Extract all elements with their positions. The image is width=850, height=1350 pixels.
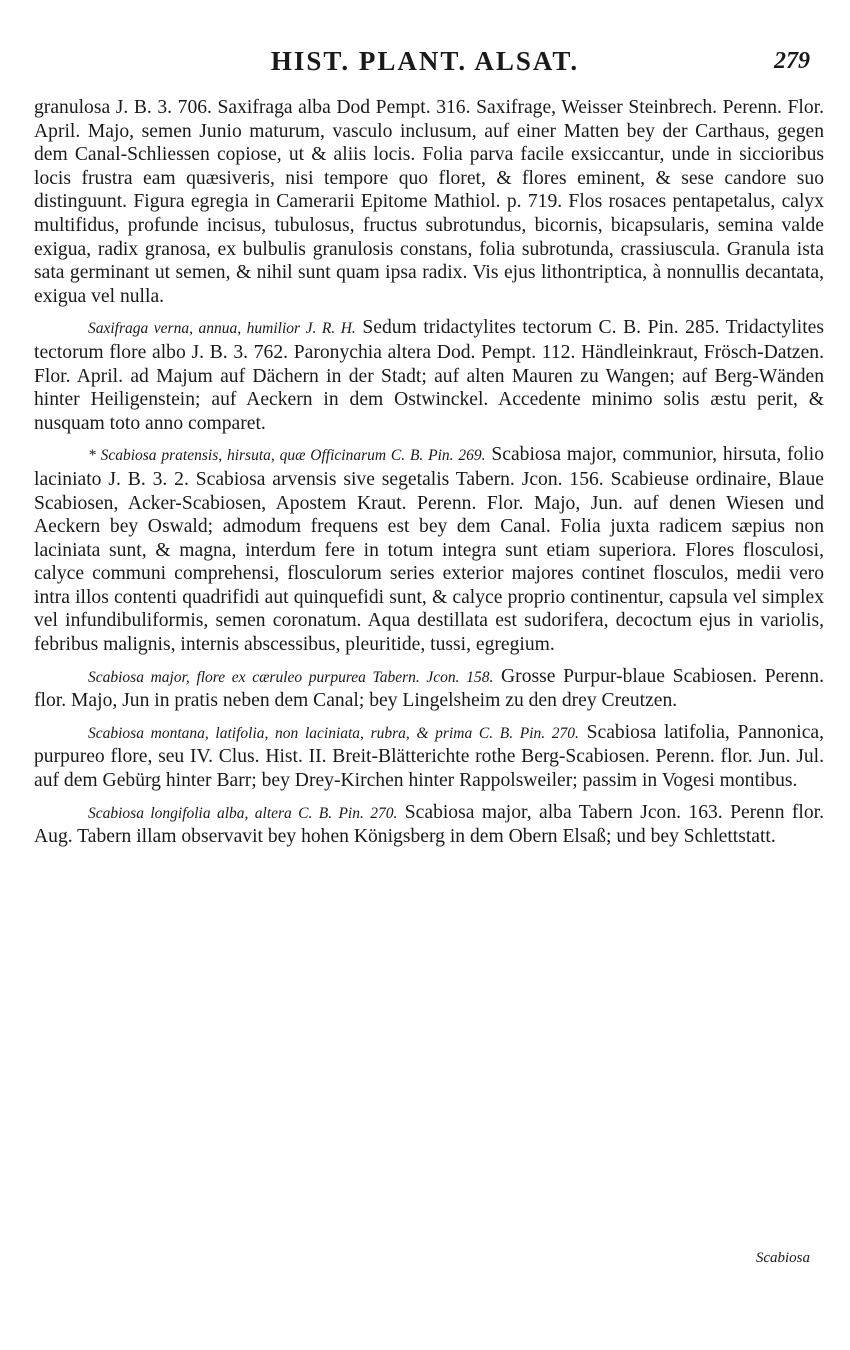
entry-text: granulosa J. B. 3. 706. Saxifraga alba Dod Pempt. 316. Saxifrage, Weisser Steinbrech. Perenn. Flor. April. Majo, semen Junio maturum, vasculo inclusum, auf einer Matten bey der Carthaus, gegen dem Canal-Schliessen copiose, ut & aliis locis. Folia parva facile exsiccantur, unde in siccioribus locis frustra eam quæsiveris, nisi tempore quo floret, & flores eminent, & sese candore suo distinguunt. Figura egregia in Camerarii Epitome Mathiol. p. 719. Flos rosaces pentapetalus, calyx multifidus, profunde incisus, tubulosus, fructus subrotundus, bicornis, bicapsularis, semina valde exigua, radix granosa, ex bulbulis granulosis constans, folia subrotunda, crassiuscula. Granula ista sata germinant ut semen, & nihil sunt quam ipsa radix. Vis ejus lithontriptica, à nonnullis decantata, exigua vel nulla. xyxy=(34,97,824,307)
entry-text: Scabiosa latifolia, Pannonica, purpureo flore, seu IV. Clus. Hist. II. Breit-Blätterichte rothe Berg-Scabiosen. Perenn. flor. Jun. Jul. auf dem Gebürg hinter Barr; bey Drey-Kirchen hinter Rappolsweiler; passim in Vogesi montibus. xyxy=(34,721,824,792)
entry-scabiosa-major-purpurea xyxy=(34,665,824,713)
entry-saxifraga-granulosa-continuation xyxy=(34,96,824,308)
entry-lead: Saxifraga verna, annua, humilior J. R. H. xyxy=(88,320,356,338)
entry-text: Sedum tridactylites tectorum C. B. Pin. 285. Tridactylites tectorum flore albo J. B. 3. 762. Paronychia altera Dod. Pempt. 112. Händleinkraut, Frösch-Datzen. Flor. April. ad Majum auf Dächern in der Stadt; auf alten Mauren zu Wangen; auf Berg-Wänden hinter Heiligenstein; auf Aeckern in dem Ostwinckel. Accedente minimo solis æstu perit, & nusquam toto anno comparet. xyxy=(34,317,824,434)
entry-lead: Scabiosa major, flore ex cæruleo purpurea Tabern. Jcon. 158. xyxy=(88,668,494,686)
entry-lead: * Scabiosa pratensis, hirsuta, quæ Officinarum C. B. Pin. 269. xyxy=(88,447,486,465)
entry-lead: Scabiosa montana, latifolia, non laciniata, rubra, & prima C. B. Pin. 270. xyxy=(88,724,579,742)
entry-scabiosa-longifolia xyxy=(34,801,824,849)
catchword: Scabiosa xyxy=(755,1250,810,1266)
entry-text: Scabiosa major, communior, hirsuta, folio laciniato J. B. 3. 2. Scabiosa arvensis sive segetalis Tabern. Jcon. 156. Scabieuse ordinaire, Blaue Scabiosen, Acker-Scabiosen, Apostem Kraut. Perenn. Flor. Majo, Jun. auf denen Wiesen und Aeckern bey Oswald; admodum frequens est bey dem Canal. Folia juxta radicem sæpius non laciniata sunt, & magna, interdum fere in totum integra sunt etiam superiora. Flores flosculosi, calyce communi comprehensi, flosculorum series exterior majores continet flosculos, medii vero intra illos contenti quadrifidi aut quinquefidi sunt, & calyce proprio continentur, capsula vel simplex vel infundibuliformis, semen coronatum. Aqua destillata est sudorifera, decoctum ejus in variolis, febribus malignis, internis abscessibus, pleuritide, tussi, egregium. xyxy=(34,444,824,656)
page-body xyxy=(34,96,824,849)
entry-scabiosa-pratensis xyxy=(34,443,824,656)
entry-text: Grosse Purpur-blaue Scabiosen. Perenn. flor. Majo, Jun in pratis neben dem Canal; bey Lingelsheim zu den drey Creutzen. xyxy=(34,665,824,712)
running-title: HIST. PLANT. ALSAT. xyxy=(270,46,580,76)
page-number: 279 xyxy=(774,48,810,74)
entry-scabiosa-montana xyxy=(34,721,824,793)
entry-text: Scabiosa major, alba Tabern Jcon. 163. Perenn flor. Aug. Tabern illam observavit bey hohen Königsberg in dem Obern Elsaß; und bey Schlettstatt. xyxy=(34,801,824,848)
running-head xyxy=(0,46,850,86)
entry-saxifraga-verna xyxy=(34,316,824,435)
entry-lead: Scabiosa longifolia alba, altera C. B. Pin. 270. xyxy=(88,804,398,822)
